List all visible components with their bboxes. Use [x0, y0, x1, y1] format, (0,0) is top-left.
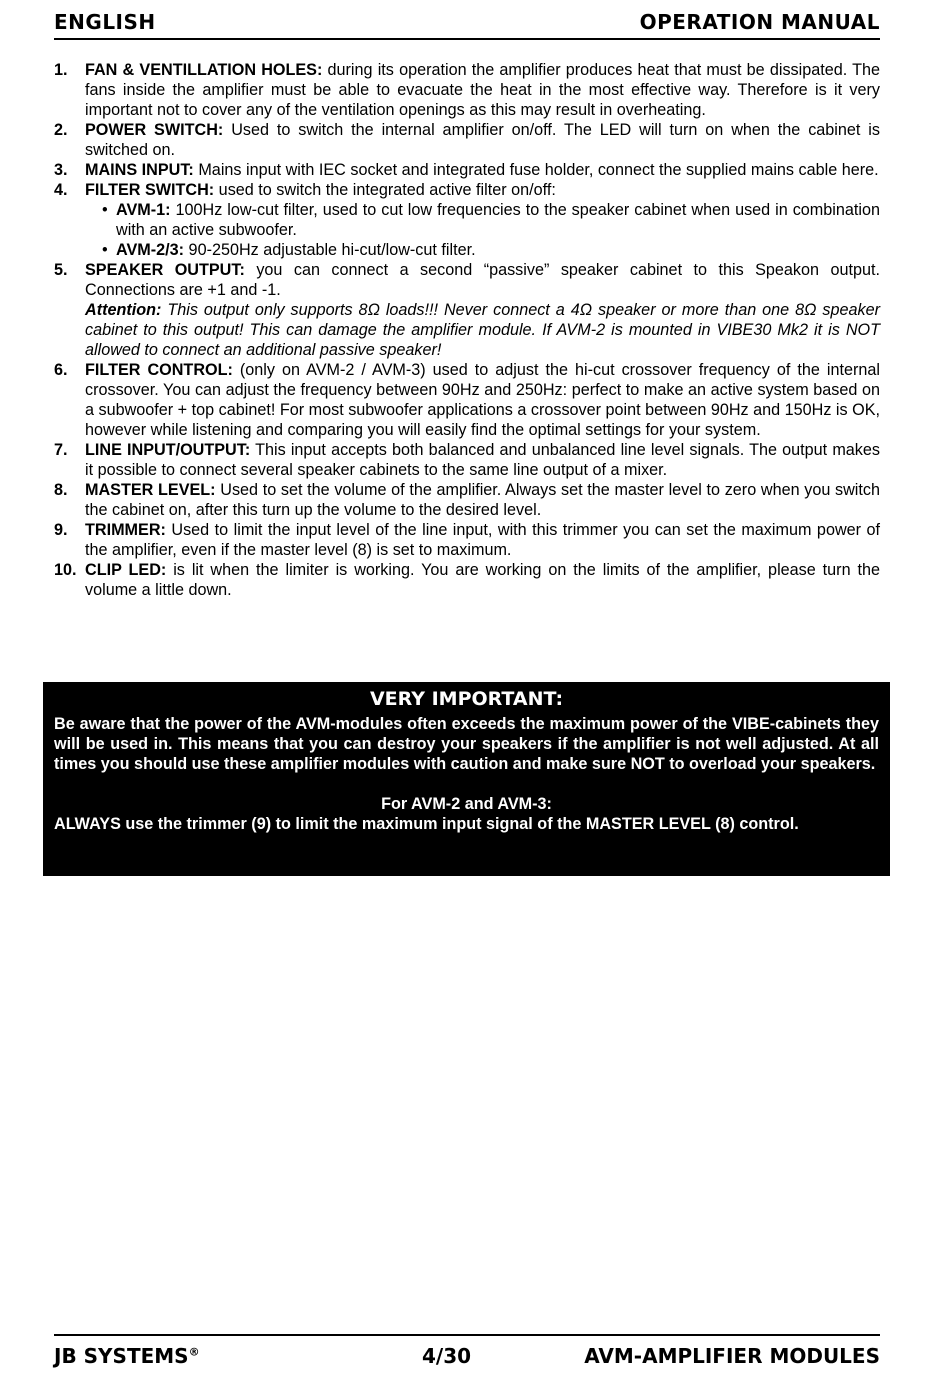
page-number: 4/30 [422, 1344, 472, 1368]
item-label: FILTER CONTROL: [85, 361, 233, 379]
item-number: 9. [54, 521, 68, 539]
list-item [54, 480, 880, 520]
item-text: is lit when the limiter is working. You are working on the limits of the amplifier, please turn the volume a little down. [85, 561, 881, 599]
warning-title: VERY IMPORTANT: [369, 688, 564, 710]
item-label: MASTER LEVEL: [85, 481, 216, 499]
list-item [54, 560, 880, 600]
page-header [54, 10, 880, 40]
footer-brand-name: JB SYSTEMS [54, 1344, 189, 1368]
item-number: 6. [54, 361, 68, 379]
list-item [54, 180, 880, 200]
manual-content [54, 60, 880, 600]
list-item [54, 260, 880, 360]
item-label: POWER SWITCH: [85, 121, 224, 139]
item-label: FILTER SWITCH: [85, 181, 215, 199]
bullet-icon: • [102, 201, 108, 219]
item-number: 10. [54, 561, 77, 579]
item-text: Used to set the volume of the amplifier. Always set the master level to zero when you switch the cabinet on, after this turn up the volume to the desired level. [85, 481, 880, 519]
attention-note [85, 300, 880, 360]
item-number: 4. [54, 181, 68, 199]
warning-body: Be aware that the power of the AVM-modules often exceeds the maximum power of the VIBE-cabinets they will be used in. This means that you can destroy your speakers if the amplifier is not well adjusted. At all times you should use these amplifier modules with caution and make sure NOT to overload your speakers. [54, 715, 879, 773]
page-footer [54, 1334, 880, 1370]
attention-text: This output only supports 8Ω loads!!! Never connect a 4Ω speaker or more than one 8Ω speaker cabinet to this output! This can damage the amplifier module. If AVM-2 is mounted in VIBE30 Mk2 it is NOT allowed to connect an additional passive speaker! [85, 301, 880, 359]
registered-mark: ® [188, 1345, 200, 1359]
list-item [54, 360, 880, 440]
list-item [54, 440, 880, 480]
item-label: CLIP LED: [85, 561, 167, 579]
item-number: 3. [54, 161, 68, 179]
item-number: 1. [54, 61, 68, 79]
footer-brand [54, 1344, 200, 1368]
item-number: 7. [54, 441, 68, 459]
header-title: OPERATION MANUAL [639, 10, 880, 34]
bullet-item [54, 240, 880, 260]
item-label: LINE INPUT/OUTPUT: [85, 441, 251, 459]
list-item [54, 120, 880, 160]
footer-title: AVM-AMPLIFIER MODULES [584, 1344, 880, 1368]
list-item [54, 60, 880, 120]
item-number: 2. [54, 121, 68, 139]
item-text: This input accepts both balanced and unbalanced line level signals. The output makes it possible to connect several speaker cabinets to the same line output of a mixer. [85, 441, 880, 479]
warning-instruction: ALWAYS use the trimmer (9) to limit the maximum input signal of the MASTER LEVEL (8) control. [54, 815, 799, 833]
item-text: Used to limit the input level of the line input, with this trimmer you can set the maximum power of the amplifier, even if the master level (8) is set to maximum. [85, 521, 880, 559]
list-item [54, 160, 880, 180]
item-label: FAN & VENTILLATION HOLES: [85, 61, 323, 79]
item-label: SPEAKER OUTPUT: [85, 261, 245, 279]
list-item [54, 520, 880, 560]
bullet-label: AVM-2/3: [116, 241, 185, 259]
item-text: Mains input with IEC socket and integrated fuse holder, connect the supplied mains cable here. [193, 161, 879, 179]
item-number: 5. [54, 261, 68, 279]
item-text: (only on AVM-2 / AVM-3) used to adjust the hi-cut crossover frequency of the internal crossover. You can adjust the frequency between 90Hz and 250Hz: perfect to make an active system based on a subwoofer + top cabinet! For most subwoofer applications a crossover point between 90Hz and 150Hz is OK, however while listening and comparing you will easily find the optimal settings for your system. [85, 361, 880, 439]
bullet-icon: • [102, 241, 108, 259]
bullet-item [54, 200, 880, 240]
warning-subtitle: For AVM-2 and AVM-3: [381, 795, 552, 813]
bullet-text: 90-250Hz adjustable hi-cut/low-cut filter. [184, 241, 476, 259]
warning-box [43, 682, 890, 876]
bullet-label: AVM-1: [116, 201, 171, 219]
header-language: ENGLISH [54, 10, 156, 34]
attention-label: Attention: [85, 301, 162, 319]
bullet-text: 100Hz low-cut filter, used to cut low frequencies to the speaker cabinet when used in combination with an active subwoofer. [116, 201, 880, 239]
item-text: Used to switch the internal amplifier on/off. The LED will turn on when the cabinet is switched on. [85, 121, 881, 159]
item-number: 8. [54, 481, 68, 499]
item-text: used to switch the integrated active filter on/off: [214, 181, 556, 199]
item-text: you can connect a second “passive” speaker cabinet to this Speakon output. Connections are +1 and -1. [85, 261, 880, 299]
item-text: during its operation the amplifier produces heat that must be dissipated. The fans inside the amplifier must be able to evacuate the heat in the most effective way. Therefore is it very important not to cover any of the ventilation openings as this may result in overheating. [85, 61, 881, 119]
item-label: MAINS INPUT: [85, 161, 194, 179]
item-label: TRIMMER: [85, 521, 166, 539]
